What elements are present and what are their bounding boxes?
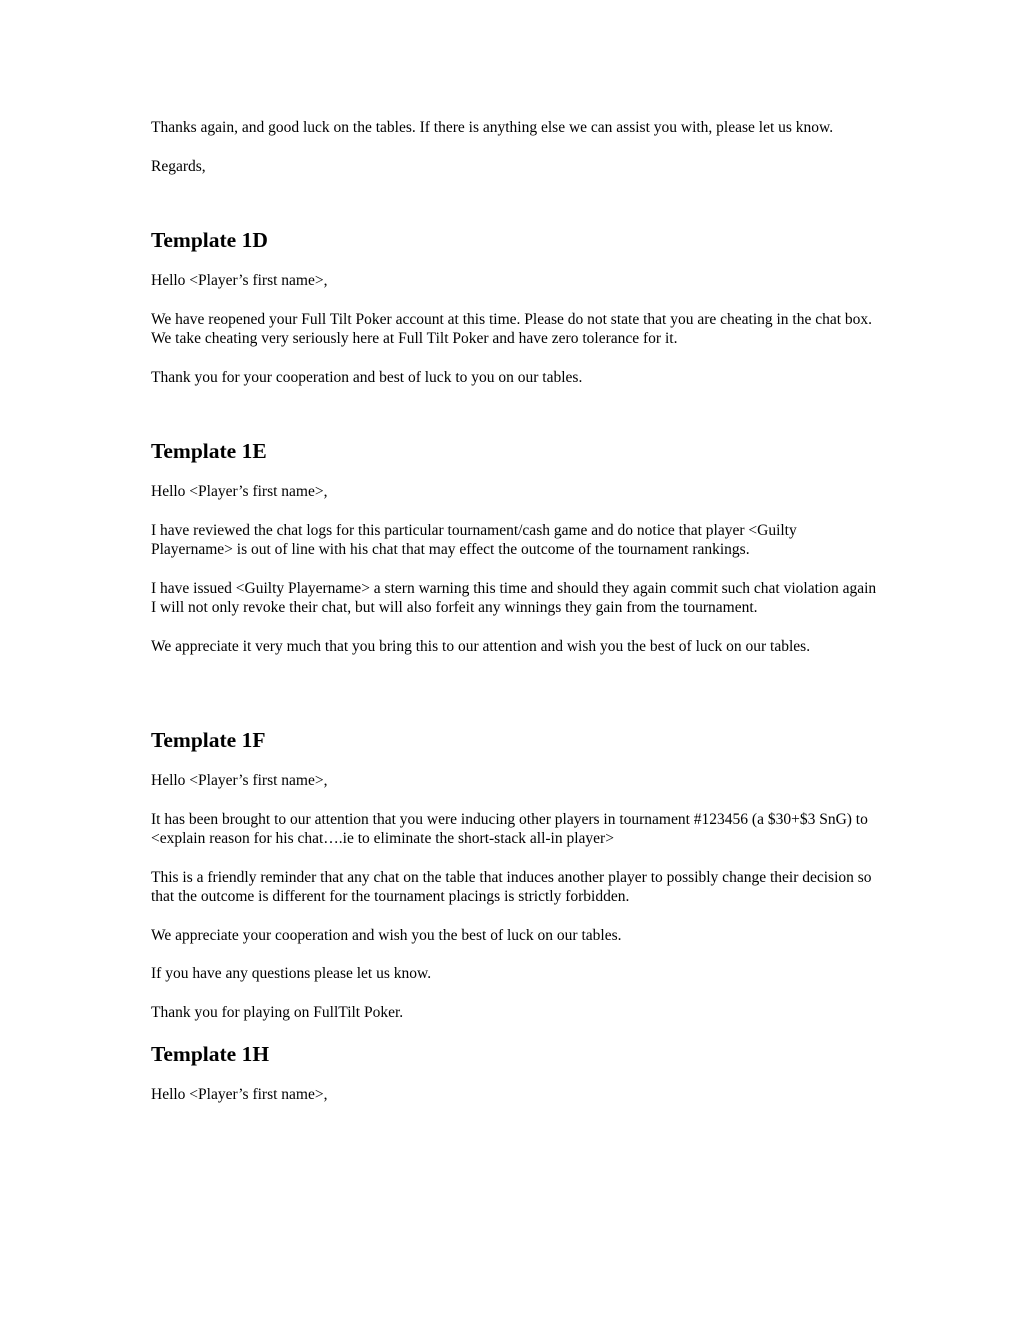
- heading-template-1d: Template 1D: [151, 228, 268, 252]
- heading-template-1e: Template 1E: [151, 439, 267, 463]
- paragraph-1f-appreciate: We appreciate your cooperation and wish you the best of luck on our tables.: [151, 926, 622, 944]
- greeting-1f: Hello <Player’s first name>,: [151, 772, 328, 789]
- paragraph-1d-thanks: Thank you for your cooperation and best of luck to you on our tables.: [151, 368, 583, 386]
- greeting-1h: Hello <Player’s first name>,: [151, 1086, 328, 1103]
- sign-off: Regards,: [151, 157, 206, 175]
- heading-template-1f: Template 1F: [151, 728, 266, 752]
- document-page: [151, 118, 881, 1124]
- greeting-1d: Hello <Player’s first name>,: [151, 272, 328, 289]
- paragraph-1e-review: I have reviewed the chat logs for this particular tournament/cash game and do notice that player <Guilty Playername> is out of line with his chat that may effect the outcome of the tournament rankings.: [151, 521, 797, 558]
- heading-template-1h: Template 1H: [151, 1042, 270, 1066]
- closing-paragraph: Thanks again, and good luck on the tables. If there is anything else we can assist you with, please let us know.: [151, 119, 834, 136]
- paragraph-1f-reminder: This is a friendly reminder that any chat on the table that induces another player to possibly change their decision so that the outcome is different for the tournament placings is strictly forbidden.: [151, 868, 872, 905]
- paragraph-1e-thanks: We appreciate it very much that you bring this to our attention and wish you the best of luck on our tables.: [151, 637, 811, 655]
- paragraph-1e-warning: I have issued <Guilty Playername> a stern warning this time and should they again commit such chat violation again I will not only revoke their chat, but will also forfeit any winnings they gain from the tournament.: [151, 579, 877, 616]
- paragraph-1f-thanks: Thank you for playing on FullTilt Poker.: [151, 1003, 404, 1021]
- paragraph-1d-body: We have reopened your Full Tilt Poker account at this time. Please do not state that you are cheating in the chat box. We take cheating very seriously here at Full Tilt Poker and have zero tolerance for it.: [151, 310, 873, 347]
- paragraph-1f-questions: If you have any questions please let us know.: [151, 965, 432, 982]
- paragraph-1f-inducing: It has been brought to our attention that you were inducing other players in tournament #123456 (a $30+$3 SnG) to <explain reason for his chat….ie to eliminate the short-stack all-in player>: [151, 810, 868, 847]
- greeting-1e: Hello <Player’s first name>,: [151, 483, 328, 500]
